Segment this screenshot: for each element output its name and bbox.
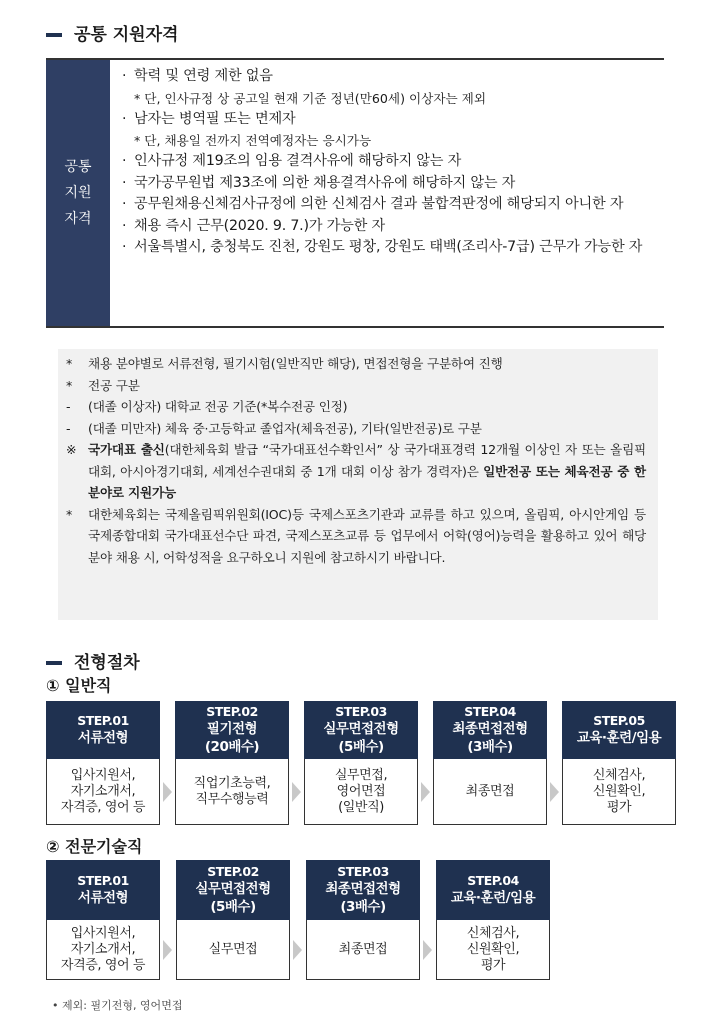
chevron-right-icon <box>421 782 430 802</box>
note-text: (대졸 이상자) 대학교 전공 기준(*복수전공 인정) <box>88 399 348 414</box>
bullet-icon: · <box>122 217 127 234</box>
step-body-line: (일반직) <box>338 799 384 815</box>
eligibility-item-text: 서울특별시, 충청북도 진천, 강원도 평창, 강원도 태백(조리사-7급) 근무가 가능한 자 <box>134 239 643 255</box>
eligibility-item-text: 공무원채용신체검사규정에 의한 신체검사 결과 불합격판정에 해당되지 아니한 자 <box>134 196 624 212</box>
eligibility-subnote: * 단, 인사규정 상 공고일 현재 기준 정년(만60세) 이상자는 제외 <box>134 90 486 106</box>
note-text: 채용 분야별로 서류전형, 필기시험(일반직만 해당), 면접전형을 구분하여 진행 <box>88 356 503 371</box>
bullet-icon: · <box>122 174 127 191</box>
step-body-line: 평가 <box>480 957 506 973</box>
chevron-right-icon <box>292 782 301 802</box>
chevron-right-icon <box>550 782 559 802</box>
note-bold: 일반전공 또는 체육전공 중 한 분야로 지원가능 <box>88 463 646 500</box>
note-special <box>66 439 646 504</box>
eligibility-label <box>64 154 91 232</box>
step-name: (5배수) <box>210 899 256 915</box>
eligibility-item <box>122 109 664 131</box>
step-name: (5배수) <box>338 739 384 755</box>
note-marker: * <box>66 356 73 371</box>
process-step <box>175 701 289 825</box>
step-name: (20배수) <box>204 739 260 755</box>
step-header <box>562 701 676 759</box>
chevron-right-icon <box>163 782 172 802</box>
step-body <box>562 759 676 825</box>
step-number: STEP.04 <box>464 704 516 719</box>
step-name: 필기전형 <box>206 721 258 737</box>
step-body <box>46 759 160 825</box>
step-body-line: 신원확인, <box>592 783 646 799</box>
common-eligibility-title: 공통 지원자격 <box>74 25 179 45</box>
note-line <box>66 504 646 569</box>
note-line <box>66 353 646 375</box>
eligibility-label-line: 공통 <box>64 159 92 175</box>
eligibility-item <box>122 237 664 259</box>
step-body-line: 자기소개서, <box>70 941 136 957</box>
step-header <box>175 701 289 759</box>
note-line <box>66 418 646 440</box>
step-name: 교육·훈련/임용 <box>450 890 536 906</box>
step-name: 실무면접전형 <box>323 721 399 737</box>
eligibility-list <box>110 60 664 326</box>
note-marker: ※ <box>66 442 77 457</box>
process-step <box>46 701 160 825</box>
step-name: (3배수) <box>467 739 513 755</box>
step-body <box>175 759 289 825</box>
footnote: • 제외: 필기전형, 영어면접 <box>52 999 183 1012</box>
chevron-right-icon <box>293 940 302 960</box>
eligibility-label-line: 자격 <box>64 211 92 227</box>
step-body <box>433 759 547 825</box>
note-line <box>66 375 646 397</box>
step-name: 최종면접전형 <box>452 721 528 737</box>
step-number: STEP.02 <box>206 704 258 719</box>
step-header <box>304 701 418 759</box>
step-name: 서류전형 <box>77 890 129 906</box>
note-marker: * <box>66 377 73 393</box>
note-line <box>66 396 646 418</box>
step-name: 최종면접전형 <box>325 881 401 897</box>
step-header <box>46 860 160 920</box>
note-text: 전공 구분 <box>88 377 140 393</box>
eligibility-item-text: 인사규정 제19조의 임용 결격사유에 해당하지 않는 자 <box>134 153 462 169</box>
step-name: 실무면접전형 <box>195 881 271 897</box>
step-number: STEP.04 <box>467 873 519 888</box>
step-body <box>176 920 290 980</box>
eligibility-item-text: 국가공무원법 제33조에 의한 채용결격사유에 해당하지 않는 자 <box>134 174 516 191</box>
step-header <box>436 860 550 920</box>
step-body-line: 자격증, 영어 등 <box>60 957 146 973</box>
note-bold: 국가대표 출신 <box>88 442 165 457</box>
process-title: 전형절차 <box>74 653 140 673</box>
process-step <box>176 860 290 980</box>
heading-bar-icon <box>46 33 62 37</box>
note-marker: - <box>66 420 71 436</box>
step-body-line: 실무면접, <box>334 767 388 783</box>
process-step <box>306 860 420 980</box>
step-body <box>46 920 160 980</box>
step-body-line: 자기소개서, <box>70 783 136 799</box>
step-body-line: 직무수행능력 <box>195 791 269 807</box>
general-track-title: ① 일반직 <box>46 676 112 695</box>
eligibility-item <box>122 216 664 238</box>
eligibility-item-text: 채용 즉시 근무(2020. 9. 7.)가 가능한 자 <box>134 217 385 234</box>
common-eligibility-heading <box>46 20 178 45</box>
step-number: STEP.03 <box>335 704 387 719</box>
step-body-line: 최종면접 <box>465 783 515 799</box>
bullet-icon: · <box>122 196 127 212</box>
eligibility-table <box>46 58 664 328</box>
step-name: (3배수) <box>340 899 386 915</box>
eligibility-label-line: 지원 <box>64 185 92 201</box>
step-header <box>46 701 160 759</box>
note-marker: - <box>66 399 71 414</box>
bullet-icon: · <box>122 110 127 127</box>
note-marker: * <box>66 506 73 522</box>
technical-steps <box>46 860 566 980</box>
heading-bar-icon <box>46 661 62 665</box>
step-header <box>306 860 420 920</box>
eligibility-subnote: * 단, 채용일 전까지 전역예정자는 응시가능 <box>134 133 372 148</box>
step-body <box>306 920 420 980</box>
bullet-icon: · <box>122 239 127 255</box>
bullet-icon: · <box>122 153 127 169</box>
eligibility-item-text: 학력 및 연령 제한 없음 <box>134 68 273 84</box>
step-body <box>304 759 418 825</box>
general-steps <box>46 701 691 825</box>
process-heading <box>46 648 140 673</box>
step-body-line: 신체검사, <box>592 767 646 783</box>
eligibility-item <box>122 151 664 173</box>
step-body-line: 입사지원서, <box>70 767 136 783</box>
technical-track-title: ② 전문기술직 <box>46 837 143 856</box>
process-step <box>304 701 418 825</box>
step-body-line: 자격증, 영어 등 <box>60 799 146 815</box>
step-body-line: 입사지원서, <box>70 925 136 941</box>
step-body-line: 신원확인, <box>466 941 520 957</box>
notes-box <box>58 349 658 620</box>
eligibility-item-text: 남자는 병역필 또는 면제자 <box>134 110 296 127</box>
step-name: 교육·훈련/임용 <box>576 730 662 746</box>
step-number: STEP.01 <box>77 873 129 888</box>
step-body <box>436 920 550 980</box>
process-step <box>436 860 550 980</box>
step-body-line: 최종면접 <box>338 941 388 957</box>
step-number: STEP.02 <box>207 864 259 879</box>
note-special-text: 국가대표 출신(대한체육회 발급 “국가대표선수확인서” 상 국가대표경력 12개월 이상인 자 또는 올림픽대회, 아시아경기대회, 세계선수권대회 중 1개 대회 이상 참가 경력자)은 일반전공 또는 체육전공 중 한 분야로 지원가능 <box>88 442 646 500</box>
step-body-line: 신체검사, <box>466 925 520 941</box>
step-header <box>176 860 290 920</box>
bullet-icon: · <box>122 68 127 84</box>
step-number: STEP.03 <box>337 864 389 879</box>
process-step <box>562 701 676 825</box>
step-body-line: 실무면접 <box>208 941 258 957</box>
step-name: 서류전형 <box>77 730 129 746</box>
step-body-line: 직업기초능력, <box>193 775 271 791</box>
step-number: STEP.05 <box>593 713 645 728</box>
note-text: (대졸 미만자) 체육 중·고등학교 졸업자(체육전공), 기타(일반전공)로 구분 <box>88 420 482 436</box>
eligibility-item <box>122 66 664 88</box>
eligibility-item <box>122 194 664 216</box>
eligibility-label-cell <box>46 60 110 326</box>
process-step <box>433 701 547 825</box>
chevron-right-icon <box>163 940 172 960</box>
chevron-right-icon <box>423 940 432 960</box>
step-body-line: 영어면접 <box>336 783 386 799</box>
process-step <box>46 860 160 980</box>
step-body-line: 평가 <box>606 799 632 815</box>
step-number: STEP.01 <box>77 713 129 728</box>
step-header <box>433 701 547 759</box>
eligibility-item <box>122 173 664 195</box>
note-text: 대한체육회는 국제올림픽위원회(IOC)등 국제스포츠기관과 교류를 하고 있으며, 올림픽, 아시안게임 등 국제종합대회 국가대표선수단 파견, 국제스포츠교류 등 업무에서 어학(영어)능력을 활용하고 있어 해당 분야 채용 시, 어학성적을 요구하오니 지원에 참고하시기 바랍니다. <box>88 506 646 565</box>
